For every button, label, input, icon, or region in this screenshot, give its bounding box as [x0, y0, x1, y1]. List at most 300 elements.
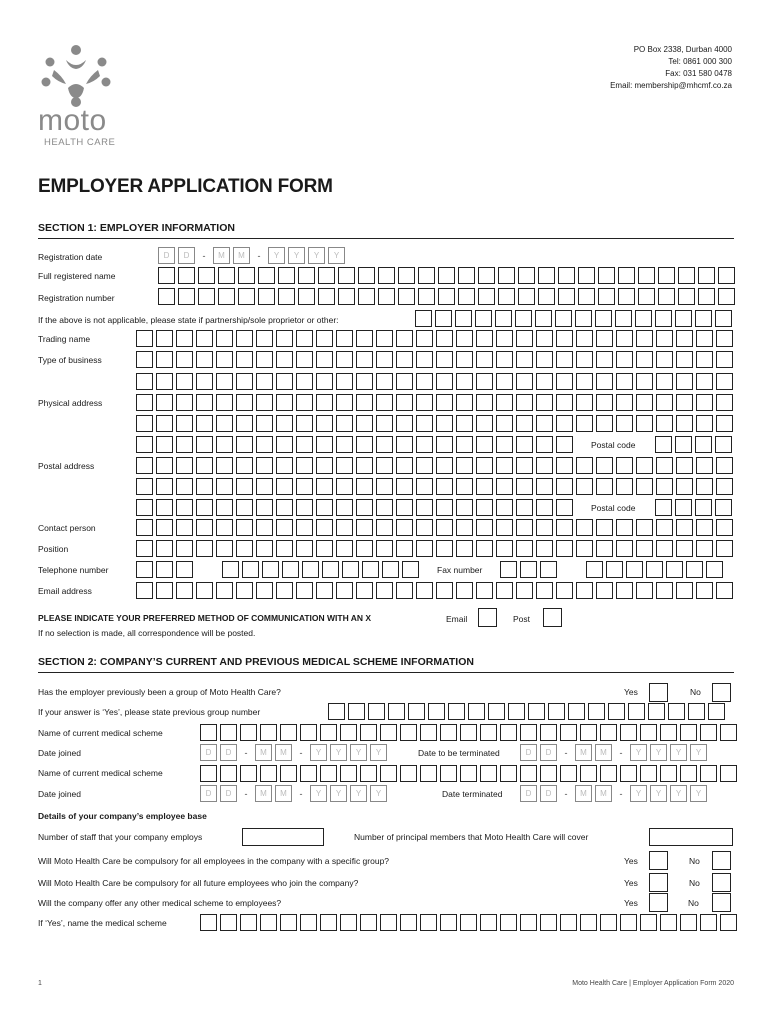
- type-of-business-field[interactable]: [136, 351, 733, 368]
- char-box[interactable]: [196, 415, 213, 432]
- char-box[interactable]: [518, 267, 535, 284]
- char-box[interactable]: [176, 582, 193, 599]
- char-box[interactable]: [636, 330, 653, 347]
- char-box[interactable]: [536, 330, 553, 347]
- char-box[interactable]: [416, 436, 433, 453]
- char-box[interactable]: [436, 351, 453, 368]
- char-box[interactable]: [480, 765, 497, 782]
- char-box[interactable]: [416, 373, 433, 390]
- char-box[interactable]: [536, 478, 553, 495]
- char-box[interactable]: [596, 457, 613, 474]
- char-box[interactable]: [476, 499, 493, 516]
- char-box[interactable]: [616, 373, 633, 390]
- char-box[interactable]: [596, 330, 613, 347]
- char-box[interactable]: [178, 267, 195, 284]
- char-box[interactable]: [678, 267, 695, 284]
- char-box[interactable]: [316, 519, 333, 536]
- char-box[interactable]: [222, 561, 239, 578]
- char-box[interactable]: [356, 415, 373, 432]
- char-box[interactable]: [378, 288, 395, 305]
- char-box[interactable]: [360, 724, 377, 741]
- char-box[interactable]: [720, 914, 737, 931]
- char-box[interactable]: [300, 914, 317, 931]
- char-box[interactable]: [700, 914, 717, 931]
- char-box[interactable]: [396, 540, 413, 557]
- char-box[interactable]: [236, 540, 253, 557]
- char-box[interactable]: [626, 561, 643, 578]
- char-box[interactable]: [696, 330, 713, 347]
- char-box[interactable]: [676, 351, 693, 368]
- char-box[interactable]: [216, 351, 233, 368]
- month-box[interactable]: M: [275, 744, 292, 761]
- char-box[interactable]: [396, 330, 413, 347]
- trading-name-field[interactable]: [136, 330, 733, 347]
- char-box[interactable]: [618, 288, 635, 305]
- char-box[interactable]: [656, 351, 673, 368]
- char-box[interactable]: [596, 415, 613, 432]
- month-box[interactable]: M: [595, 744, 612, 761]
- char-box[interactable]: [536, 499, 553, 516]
- day-box[interactable]: D: [200, 785, 217, 802]
- char-box[interactable]: [516, 478, 533, 495]
- char-box[interactable]: [616, 351, 633, 368]
- char-box[interactable]: [436, 519, 453, 536]
- contact-person-field[interactable]: [136, 519, 733, 536]
- char-box[interactable]: [356, 582, 373, 599]
- char-box[interactable]: [298, 288, 315, 305]
- char-box[interactable]: [276, 540, 293, 557]
- char-box[interactable]: [376, 351, 393, 368]
- char-box[interactable]: [675, 310, 692, 327]
- char-box[interactable]: [656, 394, 673, 411]
- char-box[interactable]: [296, 457, 313, 474]
- char-box[interactable]: [676, 582, 693, 599]
- char-box[interactable]: [216, 478, 233, 495]
- char-box[interactable]: [656, 415, 673, 432]
- char-box[interactable]: [436, 582, 453, 599]
- char-box[interactable]: [416, 540, 433, 557]
- char-box[interactable]: [540, 765, 557, 782]
- char-box[interactable]: [596, 582, 613, 599]
- char-box[interactable]: [420, 724, 437, 741]
- char-box[interactable]: [480, 914, 497, 931]
- char-box[interactable]: [260, 724, 277, 741]
- year-box[interactable]: Y: [670, 744, 687, 761]
- char-box[interactable]: [136, 519, 153, 536]
- char-box[interactable]: [516, 436, 533, 453]
- char-box[interactable]: [556, 330, 573, 347]
- post-option-checkbox[interactable]: [543, 608, 562, 627]
- char-box[interactable]: [688, 703, 705, 720]
- char-box[interactable]: [676, 415, 693, 432]
- char-box[interactable]: [676, 519, 693, 536]
- char-box[interactable]: [218, 288, 235, 305]
- char-box[interactable]: [646, 561, 663, 578]
- char-box[interactable]: [540, 914, 557, 931]
- char-box[interactable]: [216, 373, 233, 390]
- char-box[interactable]: [356, 330, 373, 347]
- char-box[interactable]: [536, 519, 553, 536]
- char-box[interactable]: [236, 519, 253, 536]
- char-box[interactable]: [336, 394, 353, 411]
- char-box[interactable]: [655, 310, 672, 327]
- current-scheme-1-field[interactable]: [200, 724, 737, 741]
- char-box[interactable]: [695, 499, 712, 516]
- char-box[interactable]: [556, 373, 573, 390]
- char-box[interactable]: [636, 351, 653, 368]
- char-box[interactable]: [496, 582, 513, 599]
- char-box[interactable]: [316, 373, 333, 390]
- char-box[interactable]: [176, 457, 193, 474]
- char-box[interactable]: [236, 499, 253, 516]
- char-box[interactable]: [476, 478, 493, 495]
- char-box[interactable]: [620, 765, 637, 782]
- char-box[interactable]: [716, 582, 733, 599]
- day-box[interactable]: D: [540, 744, 557, 761]
- char-box[interactable]: [520, 765, 537, 782]
- char-box[interactable]: [440, 765, 457, 782]
- char-box[interactable]: [536, 436, 553, 453]
- email-address-field[interactable]: [136, 582, 733, 599]
- char-box[interactable]: [536, 415, 553, 432]
- position-field[interactable]: [136, 540, 733, 557]
- char-box[interactable]: [376, 373, 393, 390]
- char-box[interactable]: [336, 582, 353, 599]
- char-box[interactable]: [715, 436, 732, 453]
- char-box[interactable]: [416, 519, 433, 536]
- year-box[interactable]: Y: [690, 744, 707, 761]
- char-box[interactable]: [282, 561, 299, 578]
- char-box[interactable]: [176, 415, 193, 432]
- char-box[interactable]: [556, 540, 573, 557]
- char-box[interactable]: [520, 724, 537, 741]
- char-box[interactable]: [156, 499, 173, 516]
- char-box[interactable]: [500, 914, 517, 931]
- char-box[interactable]: [680, 914, 697, 931]
- char-box[interactable]: [616, 457, 633, 474]
- char-box[interactable]: [398, 288, 415, 305]
- char-box[interactable]: [496, 373, 513, 390]
- char-box[interactable]: [476, 330, 493, 347]
- char-box[interactable]: [600, 765, 617, 782]
- char-box[interactable]: [436, 394, 453, 411]
- char-box[interactable]: [668, 703, 685, 720]
- char-box[interactable]: [156, 582, 173, 599]
- current-scheme-2-field[interactable]: [200, 765, 737, 782]
- char-box[interactable]: [656, 478, 673, 495]
- char-box[interactable]: [256, 519, 273, 536]
- char-box[interactable]: [136, 373, 153, 390]
- char-box[interactable]: [476, 351, 493, 368]
- char-box[interactable]: [276, 351, 293, 368]
- char-box[interactable]: [276, 436, 293, 453]
- char-box[interactable]: [700, 765, 717, 782]
- char-box[interactable]: [456, 394, 473, 411]
- char-box[interactable]: [316, 436, 333, 453]
- char-box[interactable]: [176, 561, 193, 578]
- char-box[interactable]: [336, 351, 353, 368]
- char-box[interactable]: [388, 703, 405, 720]
- char-box[interactable]: [436, 478, 453, 495]
- char-box[interactable]: [236, 394, 253, 411]
- char-box[interactable]: [556, 582, 573, 599]
- char-box[interactable]: [596, 373, 613, 390]
- char-box[interactable]: [400, 765, 417, 782]
- char-box[interactable]: [716, 519, 733, 536]
- char-box[interactable]: [296, 519, 313, 536]
- day-box[interactable]: D: [200, 744, 217, 761]
- char-box[interactable]: [516, 499, 533, 516]
- postal-address-line-3[interactable]: [136, 499, 573, 516]
- char-box[interactable]: [256, 478, 273, 495]
- char-box[interactable]: [260, 765, 277, 782]
- char-box[interactable]: [695, 310, 712, 327]
- char-box[interactable]: [500, 724, 517, 741]
- char-box[interactable]: [636, 519, 653, 536]
- char-box[interactable]: [476, 540, 493, 557]
- char-box[interactable]: [156, 561, 173, 578]
- year-box[interactable]: Y: [310, 744, 327, 761]
- char-box[interactable]: [715, 499, 732, 516]
- char-box[interactable]: [408, 703, 425, 720]
- postal-address-line-2[interactable]: [136, 478, 733, 495]
- char-box[interactable]: [136, 415, 153, 432]
- char-box[interactable]: [360, 914, 377, 931]
- char-box[interactable]: [396, 499, 413, 516]
- char-box[interactable]: [380, 724, 397, 741]
- char-box[interactable]: [556, 351, 573, 368]
- year-box[interactable]: Y: [350, 785, 367, 802]
- char-box[interactable]: [716, 373, 733, 390]
- char-box[interactable]: [396, 351, 413, 368]
- day-box[interactable]: D: [178, 247, 195, 264]
- char-box[interactable]: [216, 519, 233, 536]
- char-box[interactable]: [336, 436, 353, 453]
- char-box[interactable]: [556, 478, 573, 495]
- char-box[interactable]: [720, 765, 737, 782]
- char-box[interactable]: [236, 436, 253, 453]
- char-box[interactable]: [176, 499, 193, 516]
- compulsory-group-yes-checkbox[interactable]: [649, 851, 668, 870]
- char-box[interactable]: [156, 415, 173, 432]
- char-box[interactable]: [396, 373, 413, 390]
- char-box[interactable]: [595, 310, 612, 327]
- char-box[interactable]: [666, 561, 683, 578]
- compulsory-future-yes-checkbox[interactable]: [649, 873, 668, 892]
- char-box[interactable]: [696, 351, 713, 368]
- char-box[interactable]: [658, 288, 675, 305]
- char-box[interactable]: [300, 724, 317, 741]
- char-box[interactable]: [200, 765, 217, 782]
- char-box[interactable]: [200, 724, 217, 741]
- char-box[interactable]: [136, 478, 153, 495]
- char-box[interactable]: [518, 288, 535, 305]
- char-box[interactable]: [616, 519, 633, 536]
- char-box[interactable]: [220, 765, 237, 782]
- char-box[interactable]: [340, 914, 357, 931]
- char-box[interactable]: [156, 330, 173, 347]
- char-box[interactable]: [256, 330, 273, 347]
- char-box[interactable]: [296, 540, 313, 557]
- char-box[interactable]: [276, 478, 293, 495]
- char-box[interactable]: [575, 310, 592, 327]
- char-box[interactable]: [528, 703, 545, 720]
- char-box[interactable]: [396, 519, 413, 536]
- day-box[interactable]: D: [220, 785, 237, 802]
- char-box[interactable]: [696, 394, 713, 411]
- fax-code-field[interactable]: [500, 561, 557, 578]
- compulsory-group-no-checkbox[interactable]: [712, 851, 731, 870]
- char-box[interactable]: [302, 561, 319, 578]
- char-box[interactable]: [496, 457, 513, 474]
- char-box[interactable]: [336, 330, 353, 347]
- char-box[interactable]: [136, 540, 153, 557]
- char-box[interactable]: [560, 914, 577, 931]
- char-box[interactable]: [356, 540, 373, 557]
- fax-number-field[interactable]: [586, 561, 723, 578]
- char-box[interactable]: [460, 914, 477, 931]
- char-box[interactable]: [176, 540, 193, 557]
- char-box[interactable]: [416, 351, 433, 368]
- char-box[interactable]: [338, 267, 355, 284]
- char-box[interactable]: [696, 478, 713, 495]
- other-scheme-no-checkbox[interactable]: [712, 893, 731, 912]
- char-box[interactable]: [655, 499, 672, 516]
- char-box[interactable]: [356, 499, 373, 516]
- char-box[interactable]: [500, 561, 517, 578]
- char-box[interactable]: [376, 457, 393, 474]
- registration-date-field[interactable]: [158, 247, 345, 264]
- char-box[interactable]: [376, 499, 393, 516]
- char-box[interactable]: [516, 457, 533, 474]
- char-box[interactable]: [376, 478, 393, 495]
- char-box[interactable]: [678, 288, 695, 305]
- char-box[interactable]: [356, 457, 373, 474]
- char-box[interactable]: [456, 330, 473, 347]
- day-box[interactable]: D: [540, 785, 557, 802]
- char-box[interactable]: [220, 724, 237, 741]
- char-box[interactable]: [196, 330, 213, 347]
- char-box[interactable]: [176, 519, 193, 536]
- char-box[interactable]: [276, 373, 293, 390]
- char-box[interactable]: [376, 582, 393, 599]
- char-box[interactable]: [156, 436, 173, 453]
- char-box[interactable]: [280, 765, 297, 782]
- char-box[interactable]: [620, 914, 637, 931]
- char-box[interactable]: [616, 394, 633, 411]
- char-box[interactable]: [495, 310, 512, 327]
- char-box[interactable]: [496, 478, 513, 495]
- char-box[interactable]: [296, 478, 313, 495]
- postal-postal-code-field[interactable]: [655, 499, 732, 516]
- date-to-be-terminated-field[interactable]: [520, 744, 707, 761]
- month-box[interactable]: M: [595, 785, 612, 802]
- char-box[interactable]: [676, 373, 693, 390]
- char-box[interactable]: [636, 540, 653, 557]
- char-box[interactable]: [658, 267, 675, 284]
- char-box[interactable]: [316, 582, 333, 599]
- month-box[interactable]: M: [575, 744, 592, 761]
- char-box[interactable]: [256, 436, 273, 453]
- char-box[interactable]: [660, 914, 677, 931]
- year-box[interactable]: Y: [370, 744, 387, 761]
- char-box[interactable]: [236, 582, 253, 599]
- char-box[interactable]: [418, 288, 435, 305]
- char-box[interactable]: [656, 540, 673, 557]
- char-box[interactable]: [476, 394, 493, 411]
- char-box[interactable]: [156, 540, 173, 557]
- char-box[interactable]: [556, 519, 573, 536]
- char-box[interactable]: [478, 288, 495, 305]
- char-box[interactable]: [136, 499, 153, 516]
- char-box[interactable]: [416, 478, 433, 495]
- char-box[interactable]: [598, 267, 615, 284]
- char-box[interactable]: [328, 703, 345, 720]
- char-box[interactable]: [336, 373, 353, 390]
- telephone-number-field[interactable]: [222, 561, 419, 578]
- day-box[interactable]: D: [158, 247, 175, 264]
- year-box[interactable]: Y: [650, 785, 667, 802]
- char-box[interactable]: [336, 499, 353, 516]
- char-box[interactable]: [618, 267, 635, 284]
- char-box[interactable]: [476, 436, 493, 453]
- char-box[interactable]: [216, 499, 233, 516]
- char-box[interactable]: [608, 703, 625, 720]
- char-box[interactable]: [136, 582, 153, 599]
- year-box[interactable]: Y: [690, 785, 707, 802]
- char-box[interactable]: [496, 499, 513, 516]
- char-box[interactable]: [700, 724, 717, 741]
- char-box[interactable]: [675, 436, 692, 453]
- char-box[interactable]: [718, 267, 735, 284]
- char-box[interactable]: [380, 765, 397, 782]
- char-box[interactable]: [568, 703, 585, 720]
- char-box[interactable]: [336, 415, 353, 432]
- char-box[interactable]: [256, 394, 273, 411]
- char-box[interactable]: [198, 288, 215, 305]
- char-box[interactable]: [300, 765, 317, 782]
- char-box[interactable]: [616, 540, 633, 557]
- char-box[interactable]: [258, 267, 275, 284]
- year-box[interactable]: Y: [268, 247, 285, 264]
- char-box[interactable]: [240, 724, 257, 741]
- char-box[interactable]: [488, 703, 505, 720]
- char-box[interactable]: [516, 540, 533, 557]
- char-box[interactable]: [520, 561, 537, 578]
- char-box[interactable]: [660, 724, 677, 741]
- char-box[interactable]: [635, 310, 652, 327]
- char-box[interactable]: [680, 765, 697, 782]
- char-box[interactable]: [456, 582, 473, 599]
- char-box[interactable]: [276, 499, 293, 516]
- char-box[interactable]: [628, 703, 645, 720]
- char-box[interactable]: [156, 373, 173, 390]
- char-box[interactable]: [656, 582, 673, 599]
- char-box[interactable]: [716, 394, 733, 411]
- char-box[interactable]: [420, 914, 437, 931]
- char-box[interactable]: [576, 351, 593, 368]
- char-box[interactable]: [616, 415, 633, 432]
- char-box[interactable]: [296, 582, 313, 599]
- month-box[interactable]: M: [255, 785, 272, 802]
- char-box[interactable]: [596, 478, 613, 495]
- staff-number-field[interactable]: [242, 828, 324, 846]
- char-box[interactable]: [420, 765, 437, 782]
- char-box[interactable]: [456, 415, 473, 432]
- char-box[interactable]: [460, 724, 477, 741]
- char-box[interactable]: [538, 267, 555, 284]
- char-box[interactable]: [496, 519, 513, 536]
